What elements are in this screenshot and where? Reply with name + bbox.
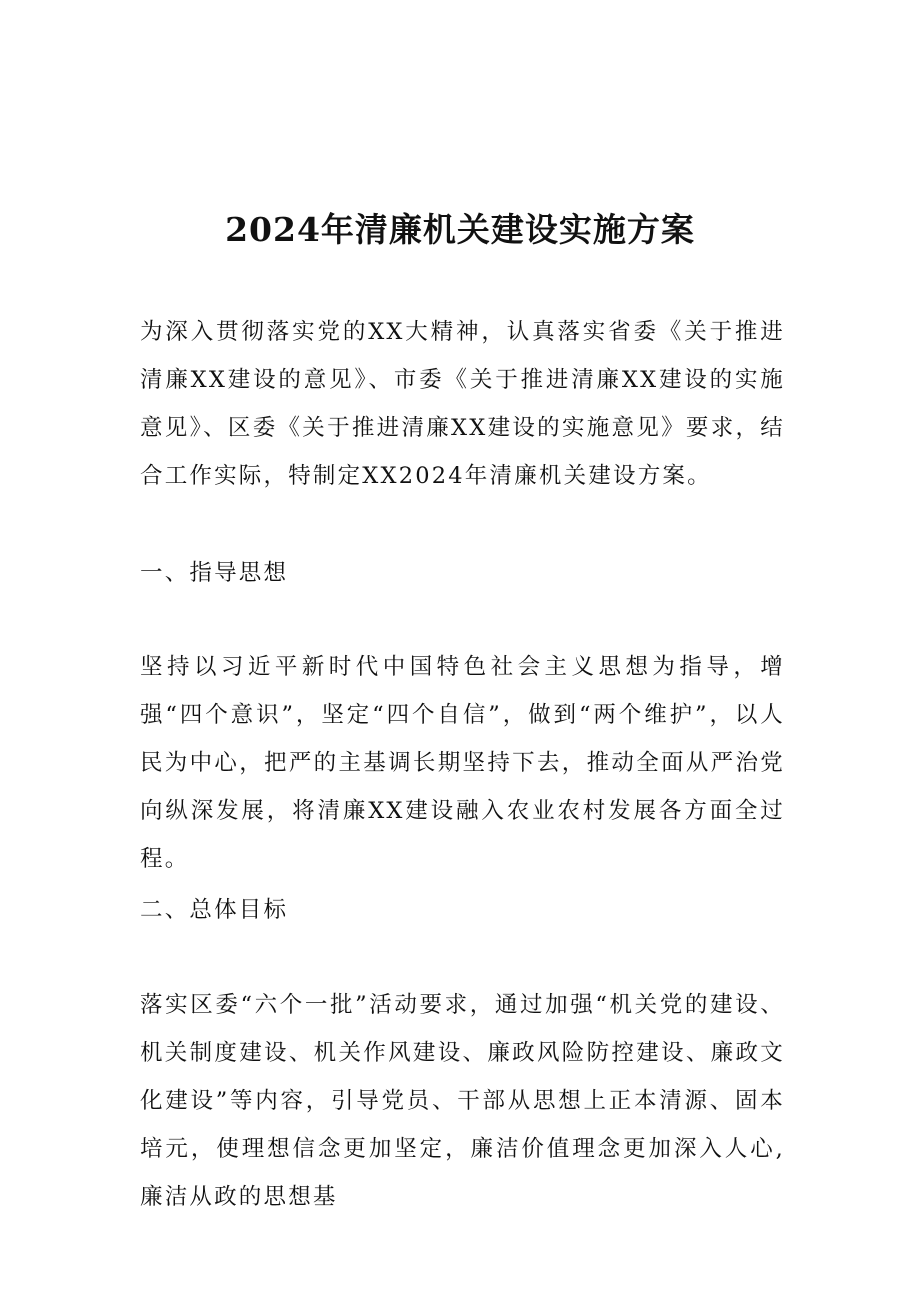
intro-paragraph: 为深入贯彻落实党的XX大精神，认真落实省委《关于推进清廉XX建设的意见》、市委《关于推进清廉XX建设的实施意见》、区委《关于推进清廉XX建设的实施意见》要求，结合工作实际，特制定XX2024年清廉机关建设方案。	[140, 319, 785, 489]
section-heading-guiding-ideology: 一、指导思想	[140, 560, 289, 586]
section-body-guiding-ideology: 坚持以习近平新时代中国特色社会主义思想为指导，增强“四个意识”，坚定“四个自信”，做到“两个维护”，以人民为中心，把严的主基调长期坚持下去，推动全面从严治党向纵深发展，将清廉XX建设融入农业农村发展各方面全过程。	[140, 654, 785, 872]
document-title: 2024年清廉机关建设实施方案	[225, 210, 695, 250]
section-heading-overall-goal: 二、总体目标	[140, 897, 289, 923]
section-body-overall-goal: 落实区委“六个一批”活动要求，通过加强“机关党的建设、机关制度建设、机关作风建设、廉政风险防控建设、廉政文化建设”等内容，引导党员、干部从思想上正本清源、固本培元，使理想信念更加坚定，廉洁价值理念更加深入人心,廉洁从政的思想基	[140, 992, 785, 1210]
